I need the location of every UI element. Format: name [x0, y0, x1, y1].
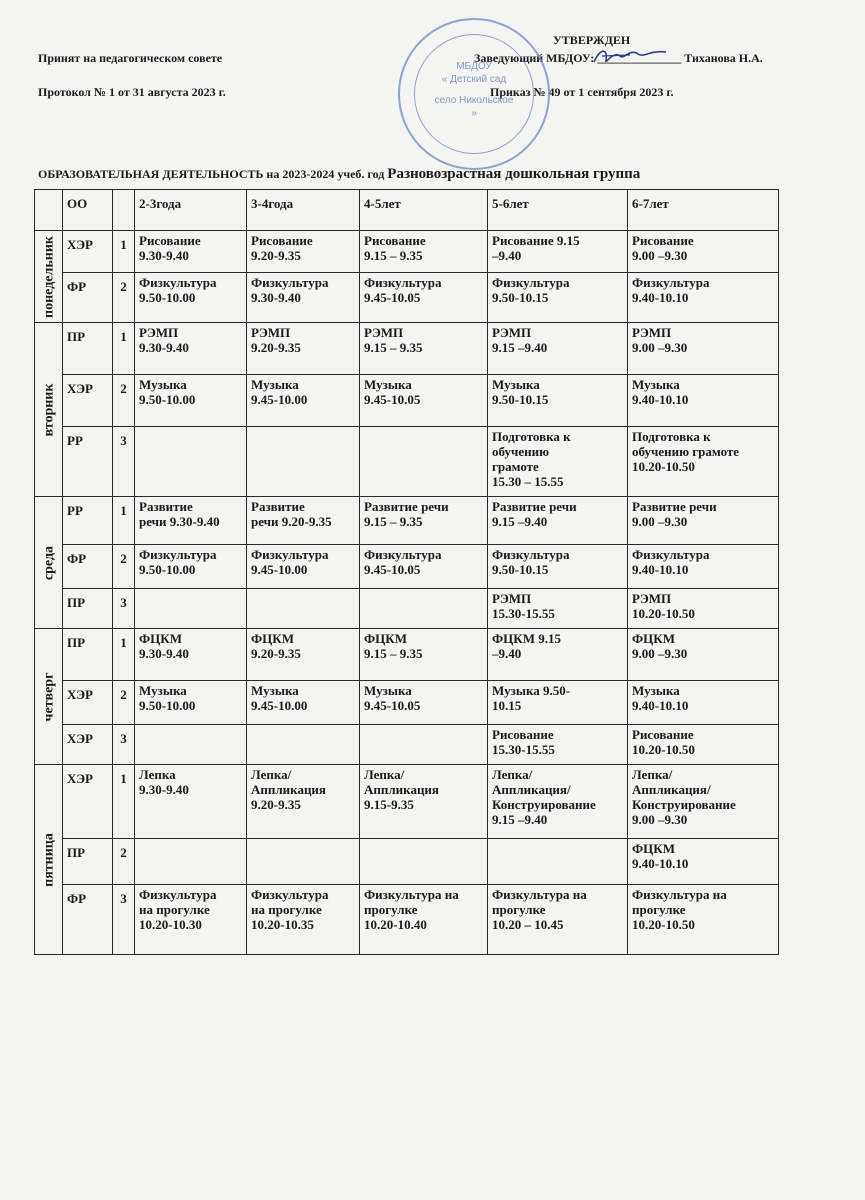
- lesson-cell: [360, 839, 488, 885]
- lesson-cell: РЭМП 9.15 –9.40: [488, 323, 628, 375]
- area-code-cell: ХЭР: [63, 681, 113, 725]
- lesson-cell: [135, 839, 247, 885]
- lesson-number-cell: 3: [113, 725, 135, 765]
- table-row: [35, 323, 779, 375]
- lesson-cell: РЭМП 9.00 –9.30: [628, 323, 779, 375]
- order-line: Приказ № 49 от 1 сентября 2023 г.: [490, 85, 674, 99]
- lesson-cell: Физкультура на прогулке 10.20 – 10.45: [488, 885, 628, 955]
- lesson-cell: Развитие речи 9.20-9.35: [247, 497, 360, 545]
- column-header-3: 3-4года: [247, 190, 360, 231]
- lesson-cell: Рисование 9.30-9.40: [135, 231, 247, 273]
- table-row: [35, 629, 779, 681]
- column-header-2: 2-3года: [135, 190, 247, 231]
- lesson-cell: Музыка 9.45-10.05: [360, 681, 488, 725]
- table-row: [35, 839, 779, 885]
- day-label: четверг: [41, 672, 56, 721]
- area-code-cell: ПР: [63, 839, 113, 885]
- official-stamp: [398, 18, 550, 170]
- day-label: среда: [41, 545, 56, 580]
- lesson-cell: Физкультура на прогулке 10.20-10.30: [135, 885, 247, 955]
- lesson-cell: Подготовка к обучению грамоте 15.30 – 15.55: [488, 427, 628, 497]
- stamp-line-2: « Детский сад: [441, 74, 507, 85]
- lesson-cell: Лепка/ Аппликация/ Конструирование 9.00 –9.30: [628, 765, 779, 839]
- area-code-cell: ХЭР: [63, 375, 113, 427]
- head-signature-line: Заведующий МБДОУ: ______________ Тиханова Н.А.: [474, 51, 763, 65]
- lesson-number-cell: 2: [113, 839, 135, 885]
- table-row: [35, 427, 779, 497]
- lesson-cell: ФЦКМ 9.40-10.10: [628, 839, 779, 885]
- stamp-line-1: МБДОУ: [456, 61, 492, 72]
- lesson-cell: Развитие речи 9.15 –9.40: [488, 497, 628, 545]
- lesson-number-cell: 2: [113, 273, 135, 323]
- header-row: [35, 190, 779, 231]
- document-title: [38, 166, 640, 183]
- lesson-number-cell: 2: [113, 681, 135, 725]
- day-label: понедельник: [41, 235, 56, 318]
- lesson-cell: Физкультура 9.45-10.05: [360, 545, 488, 589]
- lesson-cell: Рисование 9.15 –9.40: [488, 231, 628, 273]
- column-header-6: 6-7лет: [628, 190, 779, 231]
- lesson-cell: ФЦКМ 9.15 –9.40: [488, 629, 628, 681]
- column-header-0: ОО: [63, 190, 113, 231]
- area-code-cell: РР: [63, 427, 113, 497]
- table-row: [35, 545, 779, 589]
- table-row: [35, 725, 779, 765]
- lesson-cell: Лепка/ Аппликация/ Конструирование 9.15 –9.40: [488, 765, 628, 839]
- lesson-number-cell: 3: [113, 885, 135, 955]
- lesson-number-cell: 1: [113, 765, 135, 839]
- lesson-cell: Лепка/ Аппликация 9.15-9.35: [360, 765, 488, 839]
- lesson-cell: Музыка 9.50-10.00: [135, 681, 247, 725]
- lesson-cell: [135, 589, 247, 629]
- day-cell: [35, 497, 63, 629]
- lesson-cell: Физкультура 9.40-10.10: [628, 545, 779, 589]
- lesson-cell: Музыка 9.45-10.00: [247, 375, 360, 427]
- day-cell: [35, 231, 63, 323]
- lesson-cell: РЭМП 9.20-9.35: [247, 323, 360, 375]
- lesson-cell: Рисование 10.20-10.50: [628, 725, 779, 765]
- lesson-cell: Лепка/ Аппликация 9.20-9.35: [247, 765, 360, 839]
- day-cell: [35, 323, 63, 497]
- lesson-cell: Музыка 9.45-10.00: [247, 681, 360, 725]
- day-header: [35, 190, 63, 231]
- table-row: [35, 375, 779, 427]
- lesson-cell: [360, 589, 488, 629]
- lesson-number-cell: 1: [113, 231, 135, 273]
- area-code-cell: ХЭР: [63, 765, 113, 839]
- table-row: [35, 231, 779, 273]
- day-label: пятница: [41, 832, 56, 887]
- lesson-cell: [488, 839, 628, 885]
- lesson-cell: Физкультура 9.45-10.05: [360, 273, 488, 323]
- area-code-cell: ПР: [63, 589, 113, 629]
- handwritten-signature: [590, 46, 670, 68]
- lesson-number-cell: 1: [113, 323, 135, 375]
- area-code-cell: ФР: [63, 885, 113, 955]
- area-code-cell: ХЭР: [63, 231, 113, 273]
- lesson-cell: Физкультура 9.50-10.00: [135, 273, 247, 323]
- lesson-cell: РЭМП 10.20-10.50: [628, 589, 779, 629]
- lesson-cell: Музыка 9.45-10.05: [360, 375, 488, 427]
- stamp-line-3: село Никольское »: [434, 95, 514, 119]
- lesson-number-cell: 2: [113, 545, 135, 589]
- lesson-cell: Музыка 9.50-10.00: [135, 375, 247, 427]
- lesson-cell: [135, 725, 247, 765]
- lesson-cell: [360, 427, 488, 497]
- lesson-cell: Физкультура на прогулке 10.20-10.40: [360, 885, 488, 955]
- lesson-cell: ФЦКМ 9.30-9.40: [135, 629, 247, 681]
- lesson-cell: Музыка 9.50- 10.15: [488, 681, 628, 725]
- lesson-cell: Музыка 9.40-10.10: [628, 681, 779, 725]
- lesson-cell: ФЦКМ 9.15 – 9.35: [360, 629, 488, 681]
- lesson-cell: Рисование 9.15 – 9.35: [360, 231, 488, 273]
- lesson-cell: Музыка 9.40-10.10: [628, 375, 779, 427]
- lesson-number-cell: 2: [113, 375, 135, 427]
- lesson-cell: Физкультура 9.45-10.00: [247, 545, 360, 589]
- lesson-cell: Развитие речи 9.15 – 9.35: [360, 497, 488, 545]
- lesson-cell: [247, 725, 360, 765]
- lesson-number-cell: 3: [113, 427, 135, 497]
- column-header-1: [113, 190, 135, 231]
- column-header-5: 5-6лет: [488, 190, 628, 231]
- lesson-cell: Рисование 9.20-9.35: [247, 231, 360, 273]
- day-cell: [35, 629, 63, 765]
- lesson-cell: Физкультура 9.50-10.15: [488, 273, 628, 323]
- lesson-cell: Физкультура на прогулке 10.20-10.50: [628, 885, 779, 955]
- approved-label: УТВЕРЖДЕН: [553, 33, 631, 47]
- area-code-cell: ФР: [63, 273, 113, 323]
- lesson-cell: Подготовка к обучению грамоте 10.20-10.50: [628, 427, 779, 497]
- area-code-cell: ПР: [63, 629, 113, 681]
- area-code-cell: ФР: [63, 545, 113, 589]
- lesson-cell: Физкультура 9.30-9.40: [247, 273, 360, 323]
- lesson-cell: Рисование 9.00 –9.30: [628, 231, 779, 273]
- lesson-cell: Развитие речи 9.30-9.40: [135, 497, 247, 545]
- table-row: [35, 885, 779, 955]
- council-acceptance: Принят на педагогическом совете: [38, 51, 223, 65]
- lesson-cell: ФЦКМ 9.20-9.35: [247, 629, 360, 681]
- table-row: [35, 765, 779, 839]
- lesson-cell: ФЦКМ 9.00 –9.30: [628, 629, 779, 681]
- lesson-cell: [247, 589, 360, 629]
- table-row: [35, 497, 779, 545]
- lesson-cell: РЭМП 9.15 – 9.35: [360, 323, 488, 375]
- area-code-cell: ХЭР: [63, 725, 113, 765]
- lesson-cell: Музыка 9.50-10.15: [488, 375, 628, 427]
- column-header-4: 4-5лет: [360, 190, 488, 231]
- area-code-cell: ПР: [63, 323, 113, 375]
- lesson-cell: [360, 725, 488, 765]
- table-row: [35, 273, 779, 323]
- lesson-number-cell: 1: [113, 629, 135, 681]
- lesson-cell: РЭМП 9.30-9.40: [135, 323, 247, 375]
- protocol-line: Протокол № 1 от 31 августа 2023 г.: [38, 85, 226, 99]
- title-main: ОБРАЗОВАТЕЛЬНАЯ ДЕЯТЕЛЬНОСТЬ на 2023-2024 учеб. год: [38, 167, 385, 181]
- lesson-number-cell: 3: [113, 589, 135, 629]
- lesson-cell: РЭМП 15.30-15.55: [488, 589, 628, 629]
- lesson-number-cell: 1: [113, 497, 135, 545]
- lesson-cell: Физкультура на прогулке 10.20-10.35: [247, 885, 360, 955]
- lesson-cell: Физкультура 9.40-10.10: [628, 273, 779, 323]
- title-group: Разновозрастная дошкольная группа: [387, 166, 641, 182]
- table-row: [35, 589, 779, 629]
- area-code-cell: РР: [63, 497, 113, 545]
- day-label: вторник: [41, 383, 56, 436]
- lesson-cell: Физкультура 9.50-10.00: [135, 545, 247, 589]
- schedule-table: [34, 189, 779, 955]
- lesson-cell: [247, 427, 360, 497]
- lesson-cell: Рисование 15.30-15.55: [488, 725, 628, 765]
- lesson-cell: Физкультура 9.50-10.15: [488, 545, 628, 589]
- lesson-cell: [247, 839, 360, 885]
- table-row: [35, 681, 779, 725]
- schedule-body: [35, 231, 779, 955]
- lesson-cell: [135, 427, 247, 497]
- lesson-cell: Развитие речи 9.00 –9.30: [628, 497, 779, 545]
- day-cell: [35, 765, 63, 955]
- lesson-cell: Лепка 9.30-9.40: [135, 765, 247, 839]
